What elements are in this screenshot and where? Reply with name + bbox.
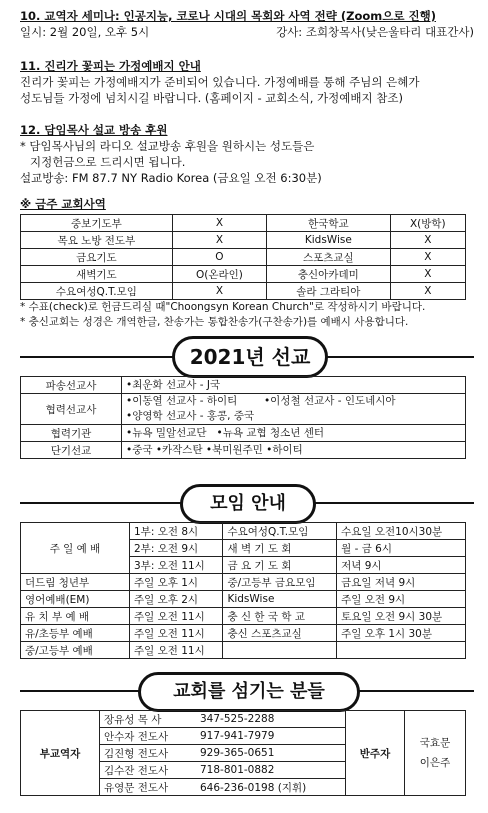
missions-table	[20, 376, 466, 459]
staff-phone: 347-525-2288	[196, 711, 346, 728]
ministry-name: 스포츠교실	[267, 249, 391, 266]
section-12-title: 12. 담임목사 설교 방송 후원	[20, 123, 168, 137]
ministry-name: 금요기도	[21, 249, 173, 266]
servers-title: 교회를 섬기는 분들	[138, 672, 360, 712]
meeting-name: 중/고등부 금요모임	[223, 574, 337, 591]
ministry-name: 새벽기도	[21, 266, 173, 283]
mission-category: 협력선교사	[21, 394, 122, 425]
meeting-name: 충신 스포츠교실	[223, 625, 337, 642]
meeting-name: 더드림 청년부	[21, 574, 130, 591]
staff-name: 유영문 전도사	[100, 779, 197, 796]
meeting-name: 금 요 기 도 회	[223, 557, 337, 574]
weekly-title: ※ 금주 교회사역	[20, 197, 106, 211]
accompanist-name: 이은주	[419, 757, 451, 769]
mission-entries	[122, 394, 466, 425]
meeting-time: 저녁 9시	[337, 557, 466, 574]
servers-table	[20, 710, 466, 796]
section-10-title: 10. 교역자 세미나: 인공지능, 코로나 시대의 목회와 사역 전략 (Zoom으로 진행)	[20, 9, 436, 23]
meetings-table	[20, 522, 466, 659]
ministry-name: 한국학교	[267, 215, 391, 232]
table-row	[21, 394, 466, 425]
mission-line: •뉴욕 밀알선교단 •뉴욕 교협 청소년 센터	[126, 426, 325, 439]
table-row	[21, 591, 466, 608]
meeting-time: 주일 오전 11시	[130, 642, 223, 659]
accompanist-name: 국효문	[419, 737, 451, 749]
mission-entries	[122, 442, 466, 459]
ministry-status: X	[172, 215, 266, 232]
staff-name: 김진형 전도사	[100, 745, 197, 762]
table-row	[21, 266, 466, 283]
accompanist-names	[405, 711, 466, 796]
meeting-name: 충 신 한 국 학 교	[223, 608, 337, 625]
ministry-name: 솔라 그라티아	[267, 283, 391, 300]
meeting-time: 주일 오전 11시	[130, 608, 223, 625]
ministry-status: X	[390, 249, 465, 266]
meeting-name: 영어예배(EM)	[21, 591, 130, 608]
mission-category: 단기선교	[21, 442, 122, 459]
staff-phone: 718-801-0882	[196, 762, 346, 779]
section-12-line3: 설교방송: FM 87.7 NY Radio Korea (금요일 오전 6:30분)	[20, 171, 322, 185]
ministry-name: 충신아카데미	[267, 266, 391, 283]
sunday-worship-label: 주 일 예 배	[21, 523, 130, 574]
service-time: 2부: 오전 9시	[130, 540, 223, 557]
mission-entries	[122, 425, 466, 442]
staff-phone: 646-236-0198 (지휘)	[196, 779, 346, 796]
meeting-time: 주일 오후 2시	[130, 591, 223, 608]
meeting-time: 금요일 저녁 9시	[337, 574, 466, 591]
ministry-status: X	[390, 266, 465, 283]
accompanist-label: 반주자	[346, 711, 405, 796]
ministry-status: X	[172, 283, 266, 300]
ministry-status: O(온라인)	[172, 266, 266, 283]
section-12	[20, 122, 474, 186]
staff-phone: 917-941-7979	[196, 728, 346, 745]
staff-label: 부교역자	[21, 711, 100, 796]
ministry-status: X	[390, 232, 465, 249]
table-row	[21, 442, 466, 459]
meeting-time: 주일 오후 1시 30분	[337, 625, 466, 642]
section-10	[20, 8, 474, 40]
meeting-name: 새 벽 기 도 회	[223, 540, 337, 557]
ministry-status: X	[172, 232, 266, 249]
meeting-name: 유/초등부 예배	[21, 625, 130, 642]
meeting-name: KidsWise	[223, 591, 337, 608]
mission-line: •이동열 선교사 - 하이티 •이성철 선교사 - 인도네시아	[126, 395, 396, 407]
staff-name: 안수자 전도사	[100, 728, 197, 745]
ministry-status: X	[390, 283, 465, 300]
table-row	[21, 249, 466, 266]
staff-name: 김수잔 전도사	[100, 762, 197, 779]
meeting-time: 주일 오전 11시	[130, 625, 223, 642]
mission-category: 파송선교사	[21, 377, 122, 394]
meeting-time	[337, 642, 466, 659]
table-row	[21, 574, 466, 591]
bible-notice: * 충신교회는 성경은 개역한글, 찬송가는 통합찬송가(구찬송가)를 예배시 사용합니다.	[20, 316, 409, 328]
weekly-table	[20, 214, 466, 300]
mission-line: •최운화 선교사 - J국	[126, 378, 221, 391]
staff-name: 장유성 목 사	[100, 711, 197, 728]
seminar-date: 일시: 2월 20일, 오후 5시	[20, 25, 150, 39]
mission-line: •중국 •카작스탄 •북미원주민 •하이티	[126, 443, 303, 456]
mission-line: •양영학 선교사 - 홍콩, 중국	[126, 410, 255, 422]
mission-category: 협력기관	[21, 425, 122, 442]
staff-phone: 929-365-0651	[196, 745, 346, 762]
table-row	[21, 608, 466, 625]
section-11-title: 11. 진리가 꽃피는 가정예배지 안내	[20, 59, 201, 73]
section-11-line1: 진리가 꽃피는 가정예배지가 준비되어 있습니다. 가정예배를 통해 주님의 은혜가	[20, 75, 420, 89]
table-row	[21, 283, 466, 300]
meeting-time: 월 - 금 6시	[337, 540, 466, 557]
table-row	[21, 232, 466, 249]
ministry-status: X(방학)	[390, 215, 465, 232]
ministry-status: O	[172, 249, 266, 266]
check-notice: * 수표(check)로 헌금드리실 때"Choongsyn Korean Church"로 작성하시기 바랍니다.	[20, 301, 426, 313]
section-12-line2: 지정헌금으로 드리시면 됩니다.	[30, 155, 186, 169]
missions-title: 2021년 선교	[172, 336, 328, 378]
section-11	[20, 58, 474, 106]
meetings-title: 모임 안내	[180, 484, 316, 524]
meeting-time: 수요일 오전10시30분	[337, 523, 466, 540]
meeting-name	[223, 642, 337, 659]
meeting-name: 수요여성Q.T.모임	[223, 523, 337, 540]
meeting-name: 유 치 부 예 배	[21, 608, 130, 625]
ministry-name: 수요여성Q.T.모임	[21, 283, 173, 300]
table-row	[21, 642, 466, 659]
meeting-time: 토요일 오전 9시 30분	[337, 608, 466, 625]
table-row	[21, 425, 466, 442]
ministry-name: 목요 노방 전도부	[21, 232, 173, 249]
meeting-time: 주일 오후 1시	[130, 574, 223, 591]
section-11-line2: 성도님들 가정에 넘치시길 바랍니다. (홈페이지 - 교회소식, 가정예배지 참조)	[20, 91, 403, 105]
table-row	[21, 377, 466, 394]
table-row	[21, 625, 466, 642]
ministry-name: KidsWise	[267, 232, 391, 249]
section-12-line1: * 담임목사님의 라디오 설교방송 후원을 원하시는 성도들은	[20, 139, 315, 153]
service-time: 3부: 오전 11시	[130, 557, 223, 574]
table-row	[21, 215, 466, 232]
table-row	[21, 711, 466, 728]
table-row	[21, 523, 466, 540]
seminar-speaker: 강사: 조희창목사(낮은울타리 대표간사)	[276, 25, 474, 39]
service-time: 1부: 오전 8시	[130, 523, 223, 540]
mission-entries	[122, 377, 466, 394]
meeting-time: 주일 오전 9시	[337, 591, 466, 608]
meeting-name: 중/고등부 예배	[21, 642, 130, 659]
ministry-name: 중보기도부	[21, 215, 173, 232]
